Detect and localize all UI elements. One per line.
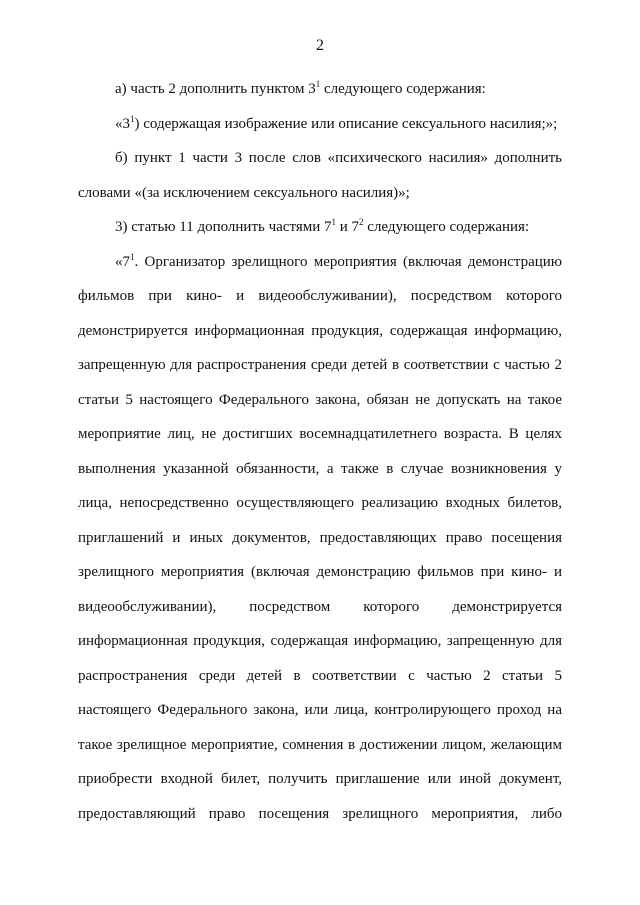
text-run: а) часть 2 дополнить пунктом 3 — [115, 81, 316, 97]
text-run: 3) статью 11 дополнить частями 7 — [115, 219, 332, 235]
paragraph-part-7-1 — [78, 245, 562, 832]
page-number: 2 — [316, 37, 324, 54]
paragraph-part3-item — [78, 141, 562, 210]
text-run: «3 — [115, 115, 130, 132]
text-run: и 7 — [336, 219, 360, 235]
paragraph-item-3-1 — [78, 107, 562, 142]
superscript-index: 1 — [130, 113, 135, 124]
paragraph-article-11 — [78, 210, 562, 245]
text-run: . Организатор зрелищного мероприятия (включая демонстрацию фильмов при кино- и видеообслуживании), посредством которого демонстрируется информационная продукция, содержащая информацию, запрещенную для распространения среди детей в соответствии с частью 2 статьи 5 настоящего Федерального закона, обязан не допускать на такое мероприятие лиц, не достигших восемнадцатилетнего возраста. В целях выполнения указанной обязанности, а также в случае возникновения у лица, непосредственно осуществляющего реализацию входных билетов, приглашений и иных документов, предоставляющих право посещения зрелищного мероприятия (включая демонстрацию фильмов при кино- и видеообслуживании), посредством которого демонстрируется информационная продукция, содержащая информацию, запрещенную для распространения среди детей в соответствии с частью 2 статьи 5 настоящего Федерального закона, или лица, контролирующего проход на такое зрелищное мероприятие, сомнения в достижении лицом, желающим приобрести входной билет, получить приглашение или иной документ, предоставляющий право посещения зрелищного мероприятия, либо — [78, 253, 562, 822]
text-run: следующего содержания: — [320, 81, 486, 97]
superscript-index: 1 — [315, 79, 321, 89]
text-run: следующего содержания: — [363, 219, 530, 235]
superscript-index: 1 — [331, 217, 336, 227]
superscript-index: 2 — [359, 217, 364, 227]
superscript-index: 1 — [130, 251, 135, 262]
paragraph-part2-item — [78, 72, 562, 107]
text-run: «7 — [115, 253, 130, 270]
document-body — [78, 72, 562, 831]
text-run: ) содержащая изображение или описание сексуального насилия;»; — [134, 115, 558, 132]
text-run: б) пункт 1 части 3 после слов «психического насилия» дополнить словами «(за исключением сексуального насилия)»; — [78, 150, 562, 201]
